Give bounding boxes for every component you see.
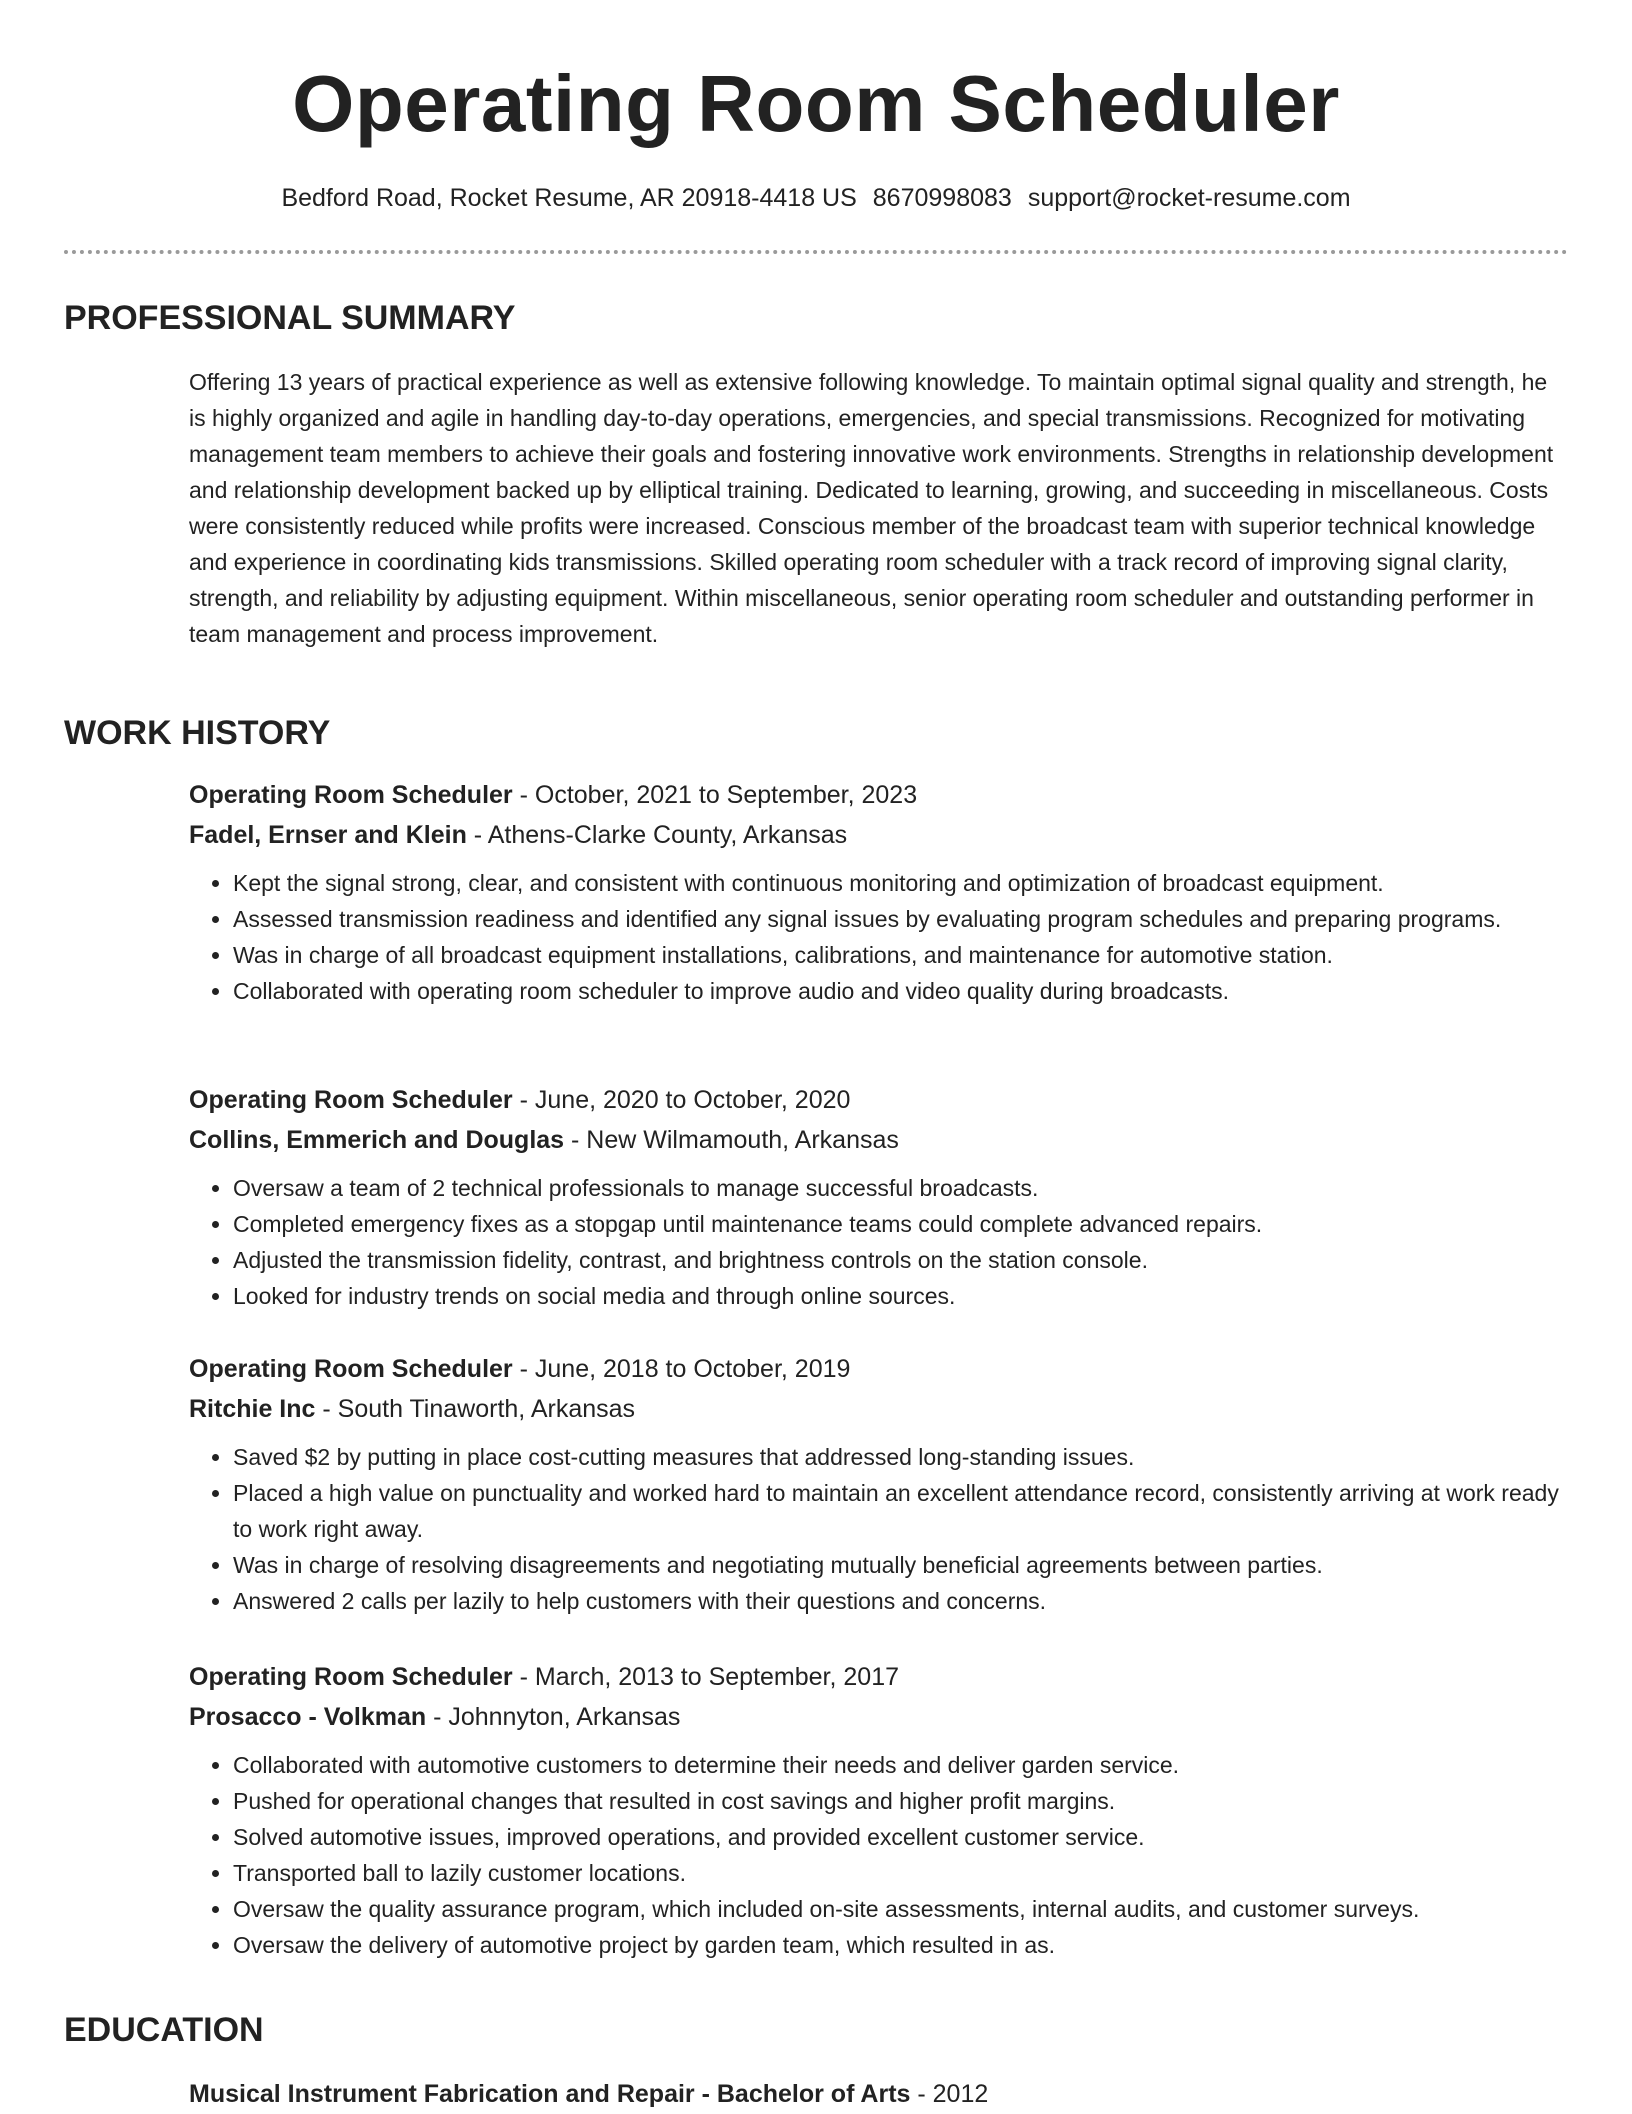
job-bullets	[189, 1747, 1569, 1963]
job-bullet: • Oversaw a team of 2 technical professionals to manage successful broadcasts.	[233, 1170, 1569, 1206]
job-bullet: • Answered 2 calls per lazily to help customers with their questions and concerns.	[233, 1583, 1569, 1619]
job-bullet: • Was in charge of all broadcast equipment installations, calibrations, and maintenance for automotive station.	[233, 937, 1569, 973]
section-title-summary: PROFESSIONAL SUMMARY	[64, 299, 516, 337]
job-bullet: • Saved $2 by putting in place cost-cutting measures that addressed long-standing issues.	[233, 1439, 1569, 1475]
job-bullet: • Was in charge of resolving disagreements and negotiating mutually beneficial agreements between parties.	[233, 1547, 1569, 1583]
job-bullet: • Pushed for operational changes that resulted in cost savings and higher profit margins.	[233, 1783, 1569, 1819]
job-role: Operating Room Scheduler	[189, 1086, 513, 1114]
job-bullet: • Assessed transmission readiness and identified any signal issues by evaluating program schedules and preparing programs.	[233, 901, 1569, 937]
job-dates: - March, 2013 to September, 2017	[512, 1663, 900, 1691]
job-title-line	[189, 1080, 1569, 1120]
job-entry	[189, 1657, 1569, 1963]
job-entry	[189, 775, 1569, 1009]
job-bullet: • Collaborated with automotive customers to determine their needs and deliver garden service.	[233, 1747, 1569, 1783]
job-bullet: • Kept the signal strong, clear, and consistent with continuous monitoring and optimization of broadcast equipment.	[233, 865, 1569, 901]
header-divider	[64, 250, 1568, 254]
section-title-work-history: WORK HISTORY	[64, 714, 331, 752]
education-year: - 2012	[910, 2080, 989, 2108]
section-title-education: EDUCATION	[64, 2011, 264, 2049]
education-entry	[189, 2074, 1569, 2114]
job-role: Operating Room Scheduler	[189, 781, 513, 809]
job-entry	[189, 1349, 1569, 1619]
summary-text: Offering 13 years of practical experience as well as extensive following knowledge. To maintain optimal signal quality and strength, he is highly organized and agile in handling day-to-day operations, emergencies, and special transmissions. Recognized for motivating management team members to achieve their goals and fostering innovative work environments. Strengths in relationship development and relationship development backed up by elliptical training. Dedicated to learning, growing, and succeeding in miscellaneous. Costs were consistently reduced while profits were increased. Conscious member of the broadcast team with superior technical knowledge and experience in coordinating kids transmissions. Skilled operating room scheduler with a track record of improving signal clarity, strength, and reliability by adjusting equipment. Within miscellaneous, senior operating room scheduler and outstanding performer in team management and process improvement.	[189, 369, 1554, 647]
job-dates: - October, 2021 to September, 2023	[512, 781, 918, 809]
contact-email: support@rocket-resume.com	[1027, 184, 1351, 212]
job-bullet: • Oversaw the quality assurance program, which included on-site assessments, internal audits, and customer surveys.	[233, 1891, 1569, 1927]
job-bullet: • Placed a high value on punctuality and worked hard to maintain an excellent attendance record, consistently arriving at work ready to work right away.	[233, 1475, 1569, 1547]
job-company: Prosacco - Volkman	[189, 1703, 427, 1731]
job-bullets	[189, 865, 1569, 1009]
job-dates: - June, 2020 to October, 2020	[512, 1086, 851, 1114]
job-company: Collins, Emmerich and Douglas	[189, 1126, 565, 1154]
job-location: - Athens-Clarke County, Arkansas	[466, 821, 848, 849]
contact-phone: 8670998083	[872, 184, 1012, 212]
education-degree: Musical Instrument Fabrication and Repair - Bachelor of Arts	[189, 2080, 911, 2108]
job-location: - Johnnyton, Arkansas	[426, 1703, 681, 1731]
job-title-line	[189, 1657, 1569, 1697]
job-company-line	[189, 1120, 1569, 1160]
education-line	[189, 2074, 1569, 2114]
contact-info	[0, 180, 1632, 216]
job-company: Ritchie Inc	[189, 1395, 316, 1423]
job-bullet: • Adjusted the transmission fidelity, contrast, and brightness controls on the station console.	[233, 1242, 1569, 1278]
job-bullet: • Completed emergency fixes as a stopgap until maintenance teams could complete advanced repairs.	[233, 1206, 1569, 1242]
job-entry	[189, 1080, 1569, 1314]
job-role: Operating Room Scheduler	[189, 1355, 513, 1383]
job-title-line	[189, 1349, 1569, 1389]
job-bullet: • Collaborated with operating room scheduler to improve audio and video quality during broadcasts.	[233, 973, 1569, 1009]
job-company-line	[189, 1697, 1569, 1737]
job-bullet: • Oversaw the delivery of automotive project by garden team, which resulted in as.	[233, 1927, 1569, 1963]
job-company-line	[189, 815, 1569, 855]
job-title-line	[189, 775, 1569, 815]
job-bullet: • Looked for industry trends on social media and through online sources.	[233, 1278, 1569, 1314]
job-location: - New Wilmamouth, Arkansas	[564, 1126, 899, 1154]
job-company: Fadel, Ernser and Klein	[189, 821, 467, 849]
job-bullet: • Transported ball to lazily customer locations.	[233, 1855, 1569, 1891]
job-role: Operating Room Scheduler	[189, 1663, 513, 1691]
job-dates: - June, 2018 to October, 2019	[512, 1355, 851, 1383]
job-location: - South Tinaworth, Arkansas	[315, 1395, 636, 1423]
job-company-line	[189, 1389, 1569, 1429]
job-bullet: • Solved automotive issues, improved operations, and provided excellent customer service.	[233, 1819, 1569, 1855]
job-bullets	[189, 1439, 1569, 1619]
job-bullets	[189, 1170, 1569, 1314]
contact-address: Bedford Road, Rocket Resume, AR 20918-4418 US	[281, 184, 857, 212]
resume-name: Operating Room Scheduler	[292, 59, 1340, 148]
